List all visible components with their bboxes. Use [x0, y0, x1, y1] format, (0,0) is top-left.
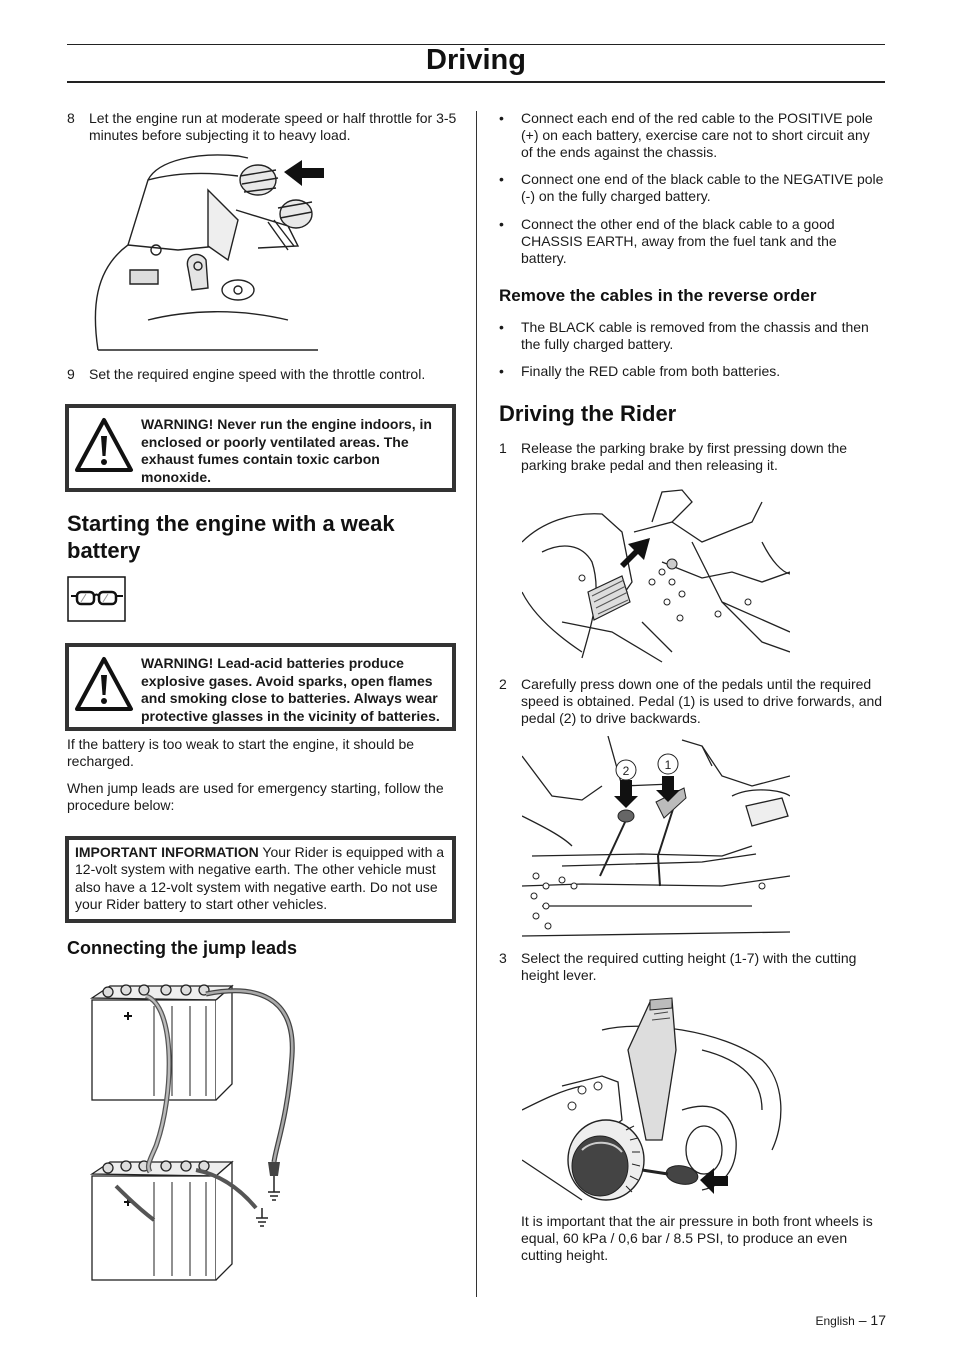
footer-language: English: [815, 1314, 855, 1328]
bullet-text: Connect one end of the black cable to the NEGATIVE pole (-) on the fully charged battery.: [521, 171, 884, 204]
page-number: 17: [870, 1312, 886, 1328]
pedal-1-label: 1: [664, 758, 672, 772]
bullet-dot: •: [499, 171, 504, 187]
parking-brake-pedal-illustration: [522, 482, 790, 664]
protective-glasses-icon: [67, 576, 127, 622]
bullet-dot: •: [499, 216, 504, 232]
step-9: [67, 366, 459, 384]
bullet-text: Connect the other end of the black cable to a good CHASSIS EARTH, away from the fuel tank and the battery.: [521, 216, 837, 266]
header-bottom-rule: [67, 81, 885, 83]
step-text: Let the engine run at moderate speed or half throttle for 3-5 minutes before subjecting it to heavy load.: [89, 110, 457, 143]
arrow-icon: [614, 780, 638, 808]
page-footer: [815, 1312, 886, 1328]
step-number: 2: [499, 676, 507, 692]
paragraph-jump-leads: When jump leads are used for emergency starting, follow the procedure below:: [67, 780, 444, 813]
section-heading-driving: [499, 400, 885, 427]
important-text: Your Rider is equipped with a 12-volt system with negative earth. The other vehicle must also have a 12-volt system with negative earth. Do not use your Rider battery to start other vehicles.: [75, 844, 445, 912]
step-text: Carefully press down one of the pedals until the required speed is obtained. Pedal (1) is used to drive forwards, and pedal (2) to drive backwards.: [521, 676, 883, 726]
step-number: 9: [67, 366, 75, 382]
step-2: [499, 676, 885, 728]
footer-separator: –: [858, 1312, 867, 1328]
ground-symbol-icon: [256, 1192, 280, 1226]
subheading-title: Remove the cables in the reverse order: [499, 286, 817, 305]
step-number: 8: [67, 110, 75, 126]
section-heading-weak-battery: [67, 510, 459, 564]
bullet-dot: •: [499, 319, 504, 335]
column-divider: [476, 111, 477, 1297]
bullet-item: [499, 216, 885, 268]
bullet-item: [499, 363, 885, 381]
bullet-text: Connect each end of the red cable to the POSITIVE pole (+) on each battery, exercise care not to short circuit any of the ends against the chassis.: [521, 110, 873, 160]
subheading-jump-leads: [67, 938, 459, 958]
bullet-text: The BLACK cable is removed from the chassis and then the fully charged battery.: [521, 319, 869, 352]
paragraph-air-pressure: It is important that the air pressure in both front wheels is equal, 60 kPa / 0,6 bar / 8.5 PSI, to produce an even cutting height.: [521, 1213, 873, 1263]
section-title: Driving the Rider: [499, 401, 677, 426]
throttle-control-illustration: [88, 150, 328, 356]
arrow-icon: [284, 160, 324, 186]
bullet-item: [499, 110, 885, 162]
step-3: [499, 950, 885, 986]
step-number: 1: [499, 440, 507, 456]
important-information-box: [65, 836, 456, 923]
bullet-dot: •: [499, 363, 504, 379]
warning-triangle-icon: [74, 416, 134, 476]
section-title: Starting the engine with a weak battery: [67, 511, 395, 563]
subheading-remove-cables: [499, 286, 885, 306]
step-8: [67, 110, 459, 146]
step-text: Release the parking brake by first pressing down the parking brake pedal and then releasing it.: [521, 440, 848, 473]
warning-text: WARNING! Never run the engine indoors, in enclosed or poorly ventilated areas. The exhaust fumes contain toxic carbon monoxide.: [141, 416, 432, 485]
warning-box-engine-indoors: [65, 404, 456, 492]
jump-leads-batteries-illustration: [86, 976, 326, 1286]
step-1: [499, 440, 885, 476]
bullet-item: [499, 319, 885, 355]
warning-triangle-icon: [74, 655, 134, 715]
paragraph-recharge: If the battery is too weak to start the engine, it should be recharged.: [67, 736, 415, 769]
drive-pedals-illustration: [522, 736, 790, 938]
bullet-item: [499, 171, 885, 207]
step-text: Set the required engine speed with the throttle control.: [89, 366, 426, 382]
pedal-2-label: 2: [622, 764, 630, 778]
important-label: IMPORTANT INFORMATION: [75, 844, 259, 860]
step-number: 3: [499, 950, 507, 966]
cutting-height-lever-illustration: [522, 990, 790, 1202]
step-text: Select the required cutting height (1-7) with the cutting height lever.: [521, 950, 857, 983]
bullet-dot: •: [499, 110, 504, 126]
bullet-text: Finally the RED cable from both batteries.: [521, 363, 781, 379]
warning-text: WARNING! Lead-acid batteries produce explosive gases. Avoid sparks, open flames and smoking close to batteries. Always wear protective glasses in the vicinity of batteries.: [141, 655, 440, 724]
subheading-title: Connecting the jump leads: [67, 938, 298, 958]
page-title: Driving: [426, 44, 526, 76]
warning-box-batteries: [65, 643, 456, 731]
